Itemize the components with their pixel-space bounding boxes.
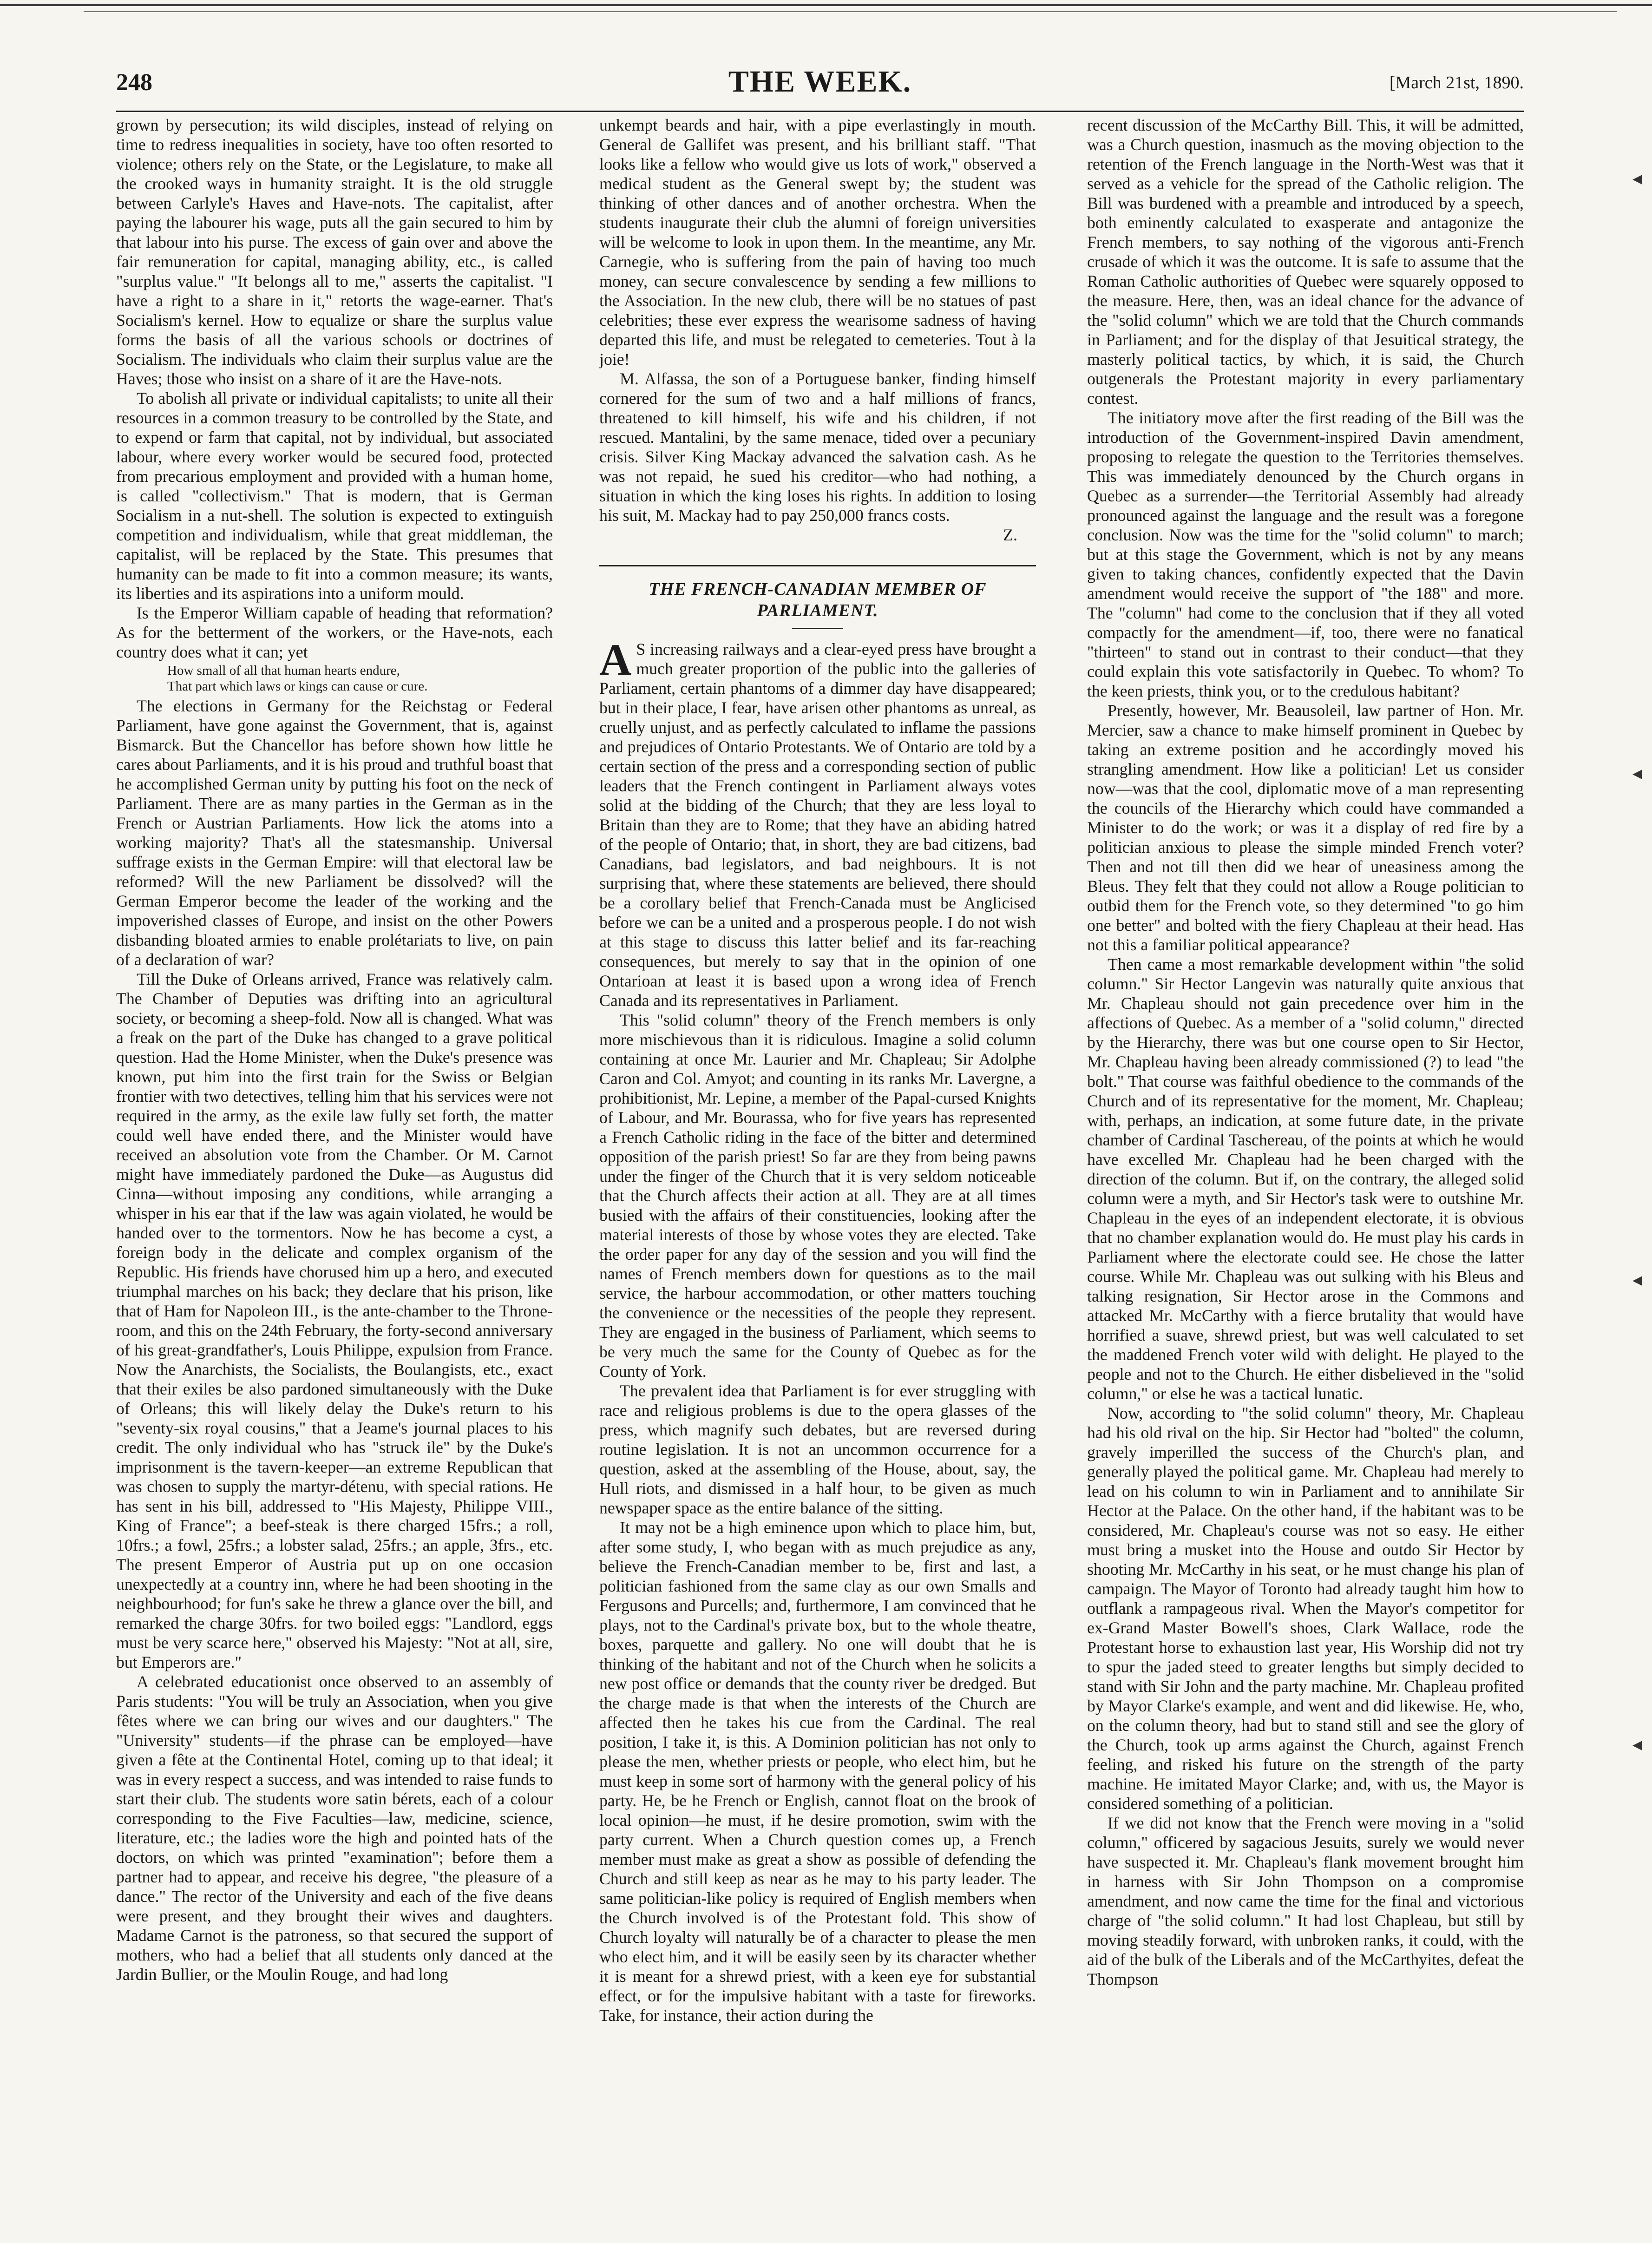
paragraph: The initiatory move after the first reading of the Bill was the introduction of the Government-inspired Davin amendment, proposing to relegate the question to the Territories themselves. This was immediately denounced by the Church organs in Quebec as a surrender—the Territorial Assembly had already pronounced against the language and the result was a foregone conclusion. Now was the time for the "solid column" to march; but at this stage the Government, which is not by any means given to taking chances, confidently expected that the Davin amendment would receive the support of "the 188" and more. The "column" had come to the conclusion that if they all voted compactly for the amendment—if, too, there were no fanatical "thirteen" to stand out in contrast to their conduct—that they could explain this vote satisfactorily in Quebec. To whom? To the keen priests, think you, or to the credulous habitant? <box>1087 408 1524 700</box>
paragraph: It may not be a high eminence upon which to place him, but, after some study, I, who began with as much prejudice as any, believe the French-Canadian member to be, first and last, a politician fashioned from the same clay as our own Smalls and Fergusons and Purcells; and, furthermore, I am convinced that he plays, not to the Cardinal's private box, but to the whole theatre, boxes, parquette and gallery. No one will doubt that he is thinking of the habitant and not of the Church when he solicits a new post office or demands that the county river be dredged. But the charge made is that when the interests of the Church are affected then he takes his cue from the Cardinal. The real position, I take it, is this. A Dominion politician has not only to please the men, whether priests or people, who elect him, but he must keep in some sort of harmony with the general policy of his party. He, be he French or English, cannot float on the brook of local opinion—he must, if he desire promotion, swim with the party current. When a Church question comes up, a French member must make as great a show as possible of defending the Church and still keep as near as he may to his party leader. The same politician-like policy is required of English members when the Church involved is of the Protestant fold. This show of Church loyalty will naturally be of a character to please the men who elect him, and it will be easily seen by its character whether it is meant for a shrewd priest, with a keen eye for substantial effect, or for the impulsive habitant with a taste for fireworks. Take, for instance, their action during the <box>599 1518 1036 2025</box>
paragraph: Now, according to "the solid column" theory, Mr. Chapleau had his old rival on the hip. Sir Hector had "bolted" the column, gravely imperilled the success of the Church's plan, and generally played the political game. Mr. Chapleau had merely to lead on his column to win in Parliament and to annihilate Sir Hector at the Palace. On the other hand, if the habitant was to be considered, Mr. Chapleau's course was not so easy. He either must bring a musket into the House and outdo Sir Hector by shooting Mr. McCarthy in his seat, or he must change his plan of campaign. The Mayor of Toronto had already taught him how to outflank a rampageous rival. When the Mayor's competitor for ex-Grand Master Bowell's shoes, Clark Wallace, rode the Protestant horse to exhaustion last year, His Worship did not try to spur the jaded steed to greater lengths but simply decided to stand with Sir John and the party machine. Mr. Chapleau profited by Mayor Clarke's example, and went and did likewise. He, who, on the column theory, had but to stand still and see the glory of the Church, took up arms against the Church, against French feeling, and risked his future on the strength of the party machine. He imitated Mayor Clarke; and, with us, the Mayor is considered something of a politician. <box>1087 1404 1524 1813</box>
paragraph: grown by persecution; its wild disciples, instead of relying on time to redress inequalities in society, have too often resorted to violence; others rely on the State, or the Legislature, to make all the crooked ways in humanity straight. It is the old struggle between Carlyle's Haves and Have-nots. The capitalist, after paying the labourer his wage, puts all the gain secured to him by that labour into his purse. The excess of gain over and above the fair remuneration for capital, managing ability, etc., is called "surplus value." "It belongs all to me," asserts the capitalist. "I have a right to a share in it," retorts the wage-earner. That's Socialism's kernel. How to equalize or share the surplus value forms the basis of all the various schools or doctrines of Socialism. The individuals who claim their surplus value are the Haves; those who insist on a share of it are the Have-nots. <box>116 116 553 388</box>
column-3 <box>1087 115 1524 2225</box>
drop-cap: A <box>599 635 632 684</box>
paragraph-text: S increasing railways and a clear-eyed press have brought a much greater proportion of the public into the galleries of Parliament, certain phantoms of a dimmer day have disappeared; but in their place, I fear, have arisen other phantoms as unreal, as cruelly unjust, and as perfectly calculated to inflame the passions and prejudices of Ontario Protestants. We of Ontario are told by a certain section of the press and a corresponding section of public leaders that the French contingent in Parliament always votes solid at the bidding of the Church; that they are less loyal to Britain than they are to Rome; that they have an abiding hatred of the people of Ontario; that, in short, they are bad citizens, bad Canadians, bad legislators, and bad neighbours. It is not surprising that, where these statements are believed, there should be a corollary belief that French-Canada must be Anglicised before we can be a united and a prosperous people. I do not wish at this stage to discuss this latter belief and its far-reaching consequences, but merely to say that in the opinion of one Ontarioan at least it is based upon a wrong idea of French Canada and its representatives in Parliament. <box>599 640 1036 1010</box>
paragraph <box>599 635 1036 1010</box>
issue-date: [March 21st, 1890. <box>1389 73 1524 92</box>
margin-mark: ◂ <box>1632 763 1642 783</box>
top-border-rule-thin <box>84 11 1617 12</box>
column-2 <box>599 115 1036 2225</box>
verse-line: How small of all that human hearts endure, <box>167 663 400 678</box>
section-divider <box>599 565 1036 566</box>
paragraph: Is the Emperor William capable of heading that reformation? As for the betterment of the workers, or the Have-nots, each country does what it can; yet <box>116 604 553 661</box>
margin-mark: ◂ <box>1632 1734 1642 1755</box>
paragraph: This "solid column" theory of the French members is only more mischievous than it is ridiculous. Imagine a solid column containing at once Mr. Laurier and Mr. Chapleau; Sir Adolphe Caron and Col. Amyot; and counting in its ranks Mr. Lavergne, a prohibitionist, Mr. Lepine, a member of the Papal-cursed Knights of Labour, and Mr. Bourassa, who for five years has represented a French Catholic riding in the face of the bitter and determined opposition of the parish priest! So far are they from being pawns under the finger of the Church that it is very seldom noticeable that the Church affects their action at all. They are at all times busied with the affairs of their constituencies, looking after the material interests of those by whose votes they are elected. Take the order paper for any day of the session and you will find the names of French members down for questions as to the mail service, the harbour accommodation, or other matters touching the convenience or the necessities of the people they represent. They are engaged in the business of Parliament, which seems to be very much the same for the County of Quebec as for the County of York. <box>599 1011 1036 1381</box>
paragraph: unkempt beards and hair, with a pipe everlastingly in mouth. General de Gallifet was present, and his brilliant staff. "That looks like a fellow who would give us lots of work," observed a medical student as the General swept by; the student was thinking of other dances and of another orchestra. When the students inaugurate their club the alumni of foreign universities will be welcome to look in upon them. In the meantime, any Mr. Carnegie, who is suffering from the pain of having too much money, can secure convalescence by sending a few millions to the Association. In the new club, there will be no statues of past celebrities; these ever express the wearisome sadness of having departed this life, and must be relegated to cemeteries. Tout à la joie! <box>599 116 1036 368</box>
margin-mark: ◂ <box>1632 168 1642 189</box>
paragraph: M. Alfassa, the son of a Portuguese banker, finding himself cornered for the sum of two and a half millions of francs, threatened to kill himself, his wife and his children, if not rescued. Mantalini, by the same menace, tided over a pecuniary crisis. Silver King Mackay advanced the salvation cash. As he was not repaid, he sued his creditor—who had nothing, a situation in which the king loses his rights. In addition to losing his suit, M. Mackay had to pay 250,000 francs costs. <box>599 369 1036 525</box>
article-heading <box>627 579 1008 621</box>
paragraph: If we did not know that the French were moving in a "solid column," officered by sagacious Jesuits, surely we would never have suspected it. Mr. Chapleau's flank movement brought him in harness with Sir John Thompson on a compromise amendment, and now came the time for the final and victorious charge of "the solid column." It had lost Chapleau, but still by moving steadily forward, with unbroken ranks, it could, with the aid of the bulk of the Liberals and of the McCarthyites, defeat the Thompson <box>1087 1814 1524 1988</box>
author-signature: Z. <box>1003 526 1017 544</box>
paragraph: Presently, however, Mr. Beausoleil, law partner of Hon. Mr. Mercier, saw a chance to make himself prominent in Quebec by taking an extreme position and he accordingly moved his strangling amendment. How like a politician! Let us consider now—was that the cool, diplomatic move of a man representing the councils of the Hierarchy which could have commanded a Minister to do the work; or was it a display of red fire by a politician anxious to please the simple minded French voter? Then and not till then did we hear of uneasiness among the Bleus. They felt that they could not allow a Rouge politician to outbid them for the French vote, so they determined "to go him one better" and bolted with the fiery Chapleau at their head. Has not this a familiar political appearance? <box>1087 701 1524 954</box>
paragraph: The elections in Germany for the Reichstag or Federal Parliament, have gone against the Government, that is, against Bismarck. But the Chancellor has before shown how little he cares about Parliaments, and it is his proud and truthful boast that he accomplished German unity by putting his foot on the neck of Parliament. There are as many parties in the German as in the French or Austrian Parliaments. How lick the atoms into a working majority? That's all the statesmanship. Universal suffrage exists in the German Empire: will that electoral law be reformed? Will the new Parliament be dissolved? will the German Emperor become the leader of the working and the impoverished classes of Europe, and insist on the other Powers disbanding bloated armies to enable prolétariats to live, on pain of a declaration of war? <box>116 697 553 969</box>
paragraph: Then came a most remarkable development within "the solid column." Sir Hector Langevin was naturally quite anxious that Mr. Chapleau should not gain precedence over him in the affections of Quebec. As a member of a "solid column," directed by the Hierarchy, there was but one course open to Sir Hector, Mr. Chapleau having been already commissioned (?) to lead "the bolt." That course was faithful obedience to the commands of the Church and of its representative for the moment, Mr. Chapleau; with, perhaps, an indication, at some future date, in the private chamber of Cardinal Taschereau, of the points at which he would have excelled Mr. Chapleau had he been charged with the direction of the column. But if, on the contrary, the alleged solid column were a myth, and Sir Hector's task were to outshine Mr. Chapleau in the eyes of an independent electorate, it is obvious that no chamber explanation would do. He must play his cards in Parliament where the electorate could see. He chose the latter course. While Mr. Chapleau was out sulking with his Bleus and talking resignation, Sir Hector arose in the Commons and attacked Mr. McCarthy with a fierce brutality that would have horrified a suave, shrewd priest, but was well calculated to set the maddened French voter wild with delight. He played to the people and not to the Church. He either disbelieved in the "solid column," or else he was a tactical lunatic. <box>1087 955 1524 1403</box>
paragraph: The prevalent idea that Parliament is for ever struggling with race and religious problems is due to the opera glasses of the press, which magnify such debates, but are reversed during routine legislation. It is not an uncommon occurrence for a question, asked at the assembling of the House, about, say, the Hull riots, and dismissed in a half hour, to be given as much newspaper space as the entire balance of the sitting. <box>599 1381 1036 1517</box>
page-number: 248 <box>116 69 152 96</box>
masthead <box>116 64 1524 112</box>
publication-title: THE WEEK. <box>728 65 912 99</box>
paragraph: A celebrated educationist once observed to an assembly of Paris students: "You will be truly an Association, when you give fêtes where we can bring our wives and our daughters." The "University" students—if the phrase can be employed—have given a fête at the Continental Hotel, coming up to that ideal; it was in every respect a success, and was intended to raise funds to start their club. The students wore satin bérets, each of a colour corresponding to the Five Faculties—law, medicine, science, literature, etc.; the ladies wore the high and pointed hats of the doctors, on which was printed "examination"; before them a partner had to appear, and receive his degree, "the pleasure of a dance." The rector of the University and each of the five deans were present, and they brought their wives and daughters. Madame Carnot is the patroness, so that secured the support of mothers, who had a belief that all students only danced at the Jardin Bullier, or the Moulin Rouge, and had long <box>116 1672 553 1984</box>
column-1 <box>116 115 553 2225</box>
verse-line: That part which laws or kings can cause or cure. <box>167 679 428 694</box>
paragraph: To abolish all private or individual capitalists; to unite all their resources in a common treasury to be controlled by the State, and to expend or farm that capital, not by individual, but associated labour, where every worker would be secured food, protected from precarious employment and provided with a human home, is called "collectivism." That is modern, that is German Socialism in a nut-shell. The solution is expected to extinguish competition and individualism, while that great middleman, the capitalist, will be replaced by the State. This presumes that humanity can be made to fit into a common measure; its wants, its liberties and its aspirations into a uniform mould. <box>116 389 553 603</box>
paragraph: Till the Duke of Orleans arrived, France was relatively calm. The Chamber of Deputies was drifting into an agricultural society, or becoming a sheep-fold. Now all is changed. What was a freak on the part of the Duke has changed to a grave political question. Had the Home Minister, when the Duke's presence was known, put him into the first train for the Swiss or Belgian frontier with two detectives, telling him that his services were not required in the army, as the exile law fully set forth, the matter could well have ended there, and the Minister would have received an absolution vote from the Chamber. Or M. Carnot might have immediately pardoned the Duke—as Augustus did Cinna—without imposing any conditions, while arranging a whisper in his ear that if the law was again violated, he would be handed over to the tormentors. Now he has become a cyst, a foreign body in the delicate and complex organism of the Republic. His friends have chorused him up a hero, and executed triumphal marches on his back; they declare that his prison, like that of Ham for Napoleon III., is the ante-chamber to the Throne-room, and this on the 24th February, the forty-second anniversary of his great-grandfather's, Louis Philippe, expulsion from France. Now the Anarchists, the Socialists, the Boulangists, etc., exact that their exiles be also pardoned simultaneously with the Duke of Orleans; this will likely delay the Duke's return to his "seventy-six royal cousins," that a Jeame's journal places to his credit. The only individual who has "struck ile" by the Duke's imprisonment is the tavern-keeper—an extreme Republican that was chosen to supply the martyr-détenu, with special rations. He has sent in his bill, addressed to "His Majesty, Philippe VIII., King of France"; a beef-steak is there charged 15frs.; a roll, 10frs.; a fowl, 25frs.; a lobster salad, 25frs.; an apple, 3frs., etc. The present Emperor of Austria put up on one occasion unexpectedly at a country inn, where he had been shooting in the neighbourhood; for fun's sake he threw a glance over the bill, and remarked the charge 30frs. for two boiled eggs: "Landlord, eggs must be very scarce here," observed his Majesty: "Not at all, sire, but Emperors are." <box>116 970 553 1671</box>
article-heading-line: PARLIAMENT. <box>757 601 878 620</box>
top-border-rule <box>0 4 1652 6</box>
margin-mark: ◂ <box>1632 1269 1642 1290</box>
heading-rule <box>792 628 843 629</box>
paragraph: recent discussion of the McCarthy Bill. This, it will be admitted, was a Church question, inasmuch as the moving objection to the retention of the French language in the North-West was that it served as a vehicle for the spread of the Catholic religion. The Bill was burdened with a preamble and introduced by a speech, both eminently calculated to exasperate and antagonize the French members, to say nothing of the vigorous anti-French crusade of which it was the outcome. It is safe to assume that the Roman Catholic authorities of Quebec were squarely opposed to the measure. Here, then, was an ideal chance for the advance of the "solid column" which we are told that the Church commands in Parliament; and for the display of that Jesuitical strategy, the masterly political tactics, by which, it is said, the Church outgenerals the Protestant majority in every parliamentary contest. <box>1087 116 1524 408</box>
article-heading-line: THE FRENCH-CANADIAN MEMBER OF <box>649 579 987 599</box>
